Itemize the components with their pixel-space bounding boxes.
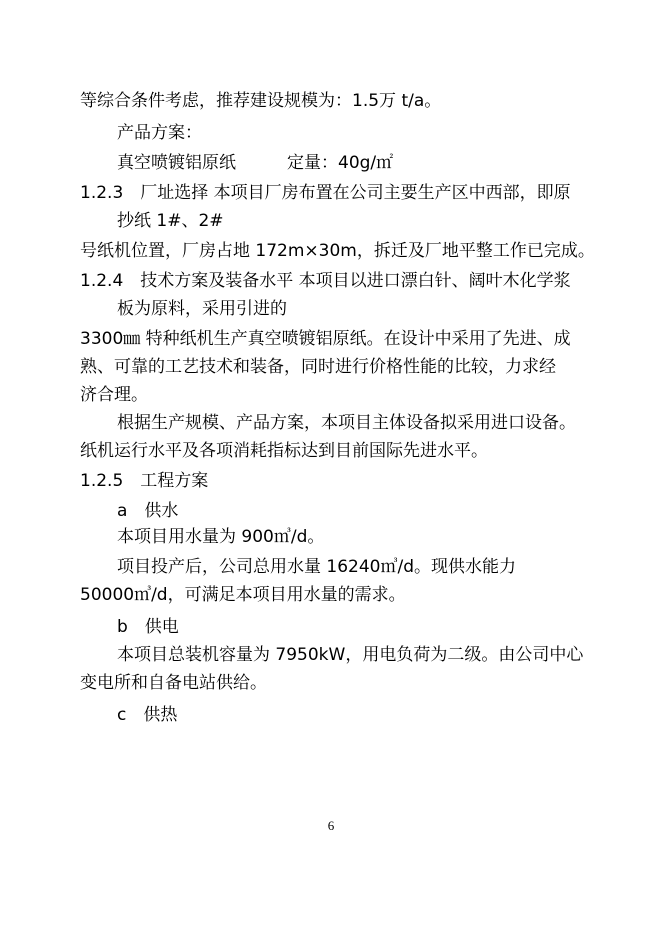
subsection-heading: c 供热 (117, 705, 178, 725)
page-number: 6 (327, 818, 335, 833)
section-heading: 1.2.4 技术方案及装备水平 本项目以进口漂白针、阔叶木化学浆 (80, 271, 571, 291)
paragraph-line: 本项目总装机容量为 7950kW，用电负荷为二级。由公司中心 (117, 645, 584, 665)
paragraph-line: 号纸机位置，厂房占地 172m×30m，拆迁及厂地平整工作已完成。 (80, 241, 595, 261)
subsection-heading: a 供水 (117, 501, 179, 521)
paragraph-line: 等综合条件考虑，推荐建设规模为：1.5万 t/a。 (80, 91, 442, 111)
paragraph-line: 真空喷镀铝原纸 定量：40g/㎡ (117, 153, 394, 173)
paragraph-line: 50000㎥/d，可满足本项目用水量的需求。 (80, 585, 406, 605)
paragraph-line: 板为原料，采用引进的 (117, 299, 287, 319)
paragraph-line: 本项目用水量为 900㎥/d。 (117, 527, 325, 547)
paragraph-line: 熟、可靠的工艺技术和装备，同时进行价格性能的比较，力求经 (80, 357, 556, 377)
paragraph-line: 根据生产规模、产品方案，本项目主体设备拟采用进口设备。 (117, 413, 576, 433)
paragraph-line: 变电所和自备电站供给。 (80, 673, 267, 693)
section-heading: 1.2.5 工程方案 (80, 471, 209, 491)
paragraph-line: 产品方案： (117, 123, 202, 143)
paragraph-line: 3300㎜ 特种纸机生产真空喷镀铝原纸。在设计中采用了先进、成 (80, 329, 571, 349)
section-heading: 1.2.3 厂址选择 本项目厂房布置在公司主要生产区中西部，即原 (80, 183, 571, 203)
paragraph-line: 抄纸 1#、2# (117, 211, 224, 231)
paragraph-line: 济合理。 (80, 385, 148, 405)
paragraph-line: 纸机运行水平及各项消耗指标达到目前国际先进水平。 (80, 441, 488, 461)
paragraph-line: 项目投产后，公司总用水量 16240㎥/d。现供水能力 (117, 557, 517, 577)
subsection-heading: b 供电 (117, 617, 179, 637)
